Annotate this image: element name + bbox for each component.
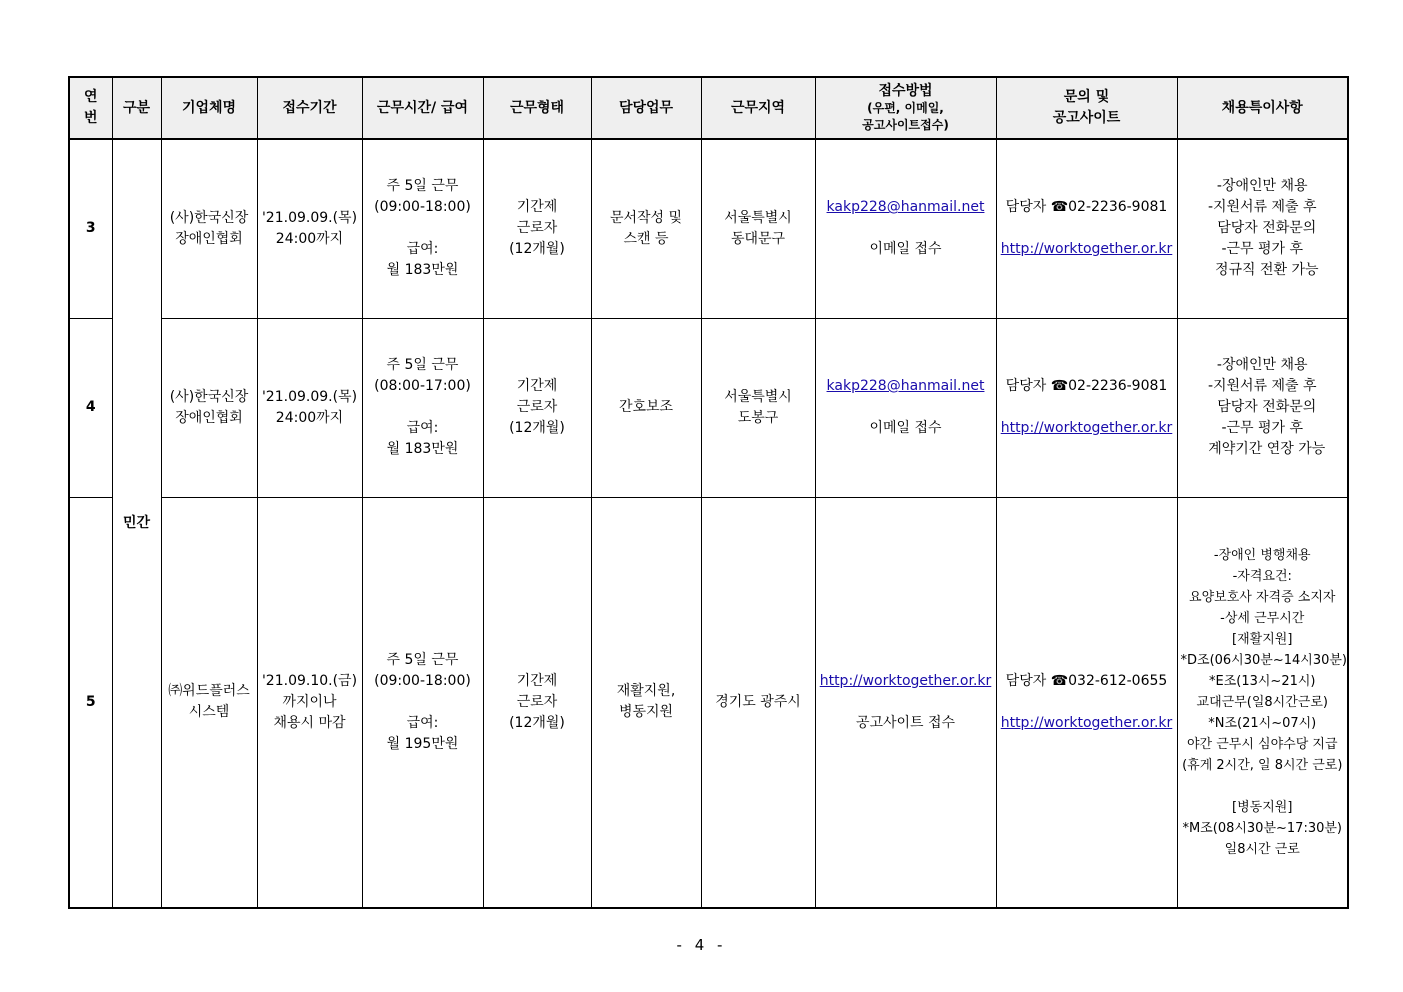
note-line: *M조(08시30분~17:30분) (1182, 820, 1343, 836)
note-line: *D조(06시30분~14시30분) (1180, 652, 1348, 668)
notes-cell (1177, 139, 1348, 318)
contact-text: 담당자 ☎02-2236-9081 (1005, 199, 1168, 216)
contact-text: 담당자 ☎02-2236-9081 (1005, 378, 1168, 394)
method-link[interactable]: kakp228@hanmail.net (826, 378, 985, 394)
duty-cell (591, 139, 701, 318)
period-line: '21.09.10.(금) (261, 672, 358, 689)
period-cell (257, 318, 362, 497)
duty-line: 간호보조 (618, 399, 674, 415)
contact-cell (996, 139, 1177, 318)
hours-line: 주 5일 근무 (386, 178, 459, 195)
header-hours-pay: 근무시간/ 급여 (362, 77, 483, 139)
contact-cell (996, 318, 1177, 497)
duty-line: 병동지원 (618, 704, 674, 721)
note-line: *N조(21시~07시) (1208, 715, 1317, 731)
period-line: 24:00까지 (275, 230, 344, 247)
header-no: 연 번 (69, 77, 112, 139)
note-line: -근무 평가 후 (1221, 241, 1304, 258)
pay-line: 월 195만원 (386, 735, 459, 752)
note-line: 교대근무(일8시간근로) (1196, 694, 1328, 710)
region-cell (701, 497, 815, 908)
region-cell (701, 139, 815, 318)
duty-cell (591, 318, 701, 497)
period-line: '21.09.09.(목) (261, 209, 358, 226)
header-duty: 담당업무 (591, 77, 701, 139)
method-link[interactable]: http://worktogether.or.kr (819, 672, 992, 689)
table-body (69, 139, 1348, 908)
work-type-line: (12개월) (509, 714, 565, 731)
header-notes: 채용특이사항 (1177, 77, 1348, 139)
note-line: -자격요건: (1232, 568, 1292, 584)
duty-line: 재활지원, (616, 683, 676, 700)
duty-line: 문서작성 및 (609, 209, 683, 226)
contact-cell (996, 497, 1177, 908)
note-line: 담당자 전화문의 (1217, 399, 1317, 415)
pay-line: 급여: (406, 714, 439, 731)
work-type-line: 근로자 (516, 399, 558, 415)
note-line: 정규직 전환 가능 (1214, 262, 1319, 279)
table-row (69, 139, 1348, 318)
method-text: 이메일 접수 (869, 420, 942, 436)
region-cell (701, 318, 815, 497)
period-line: '21.09.09.(목) (261, 388, 358, 405)
header-method (815, 77, 996, 139)
header-method-line: 접수방법 (878, 82, 933, 99)
method-text: 이메일 접수 (869, 241, 942, 258)
note-line: -장애인만 채용 (1216, 357, 1308, 373)
duty-line: 스캔 등 (623, 230, 669, 247)
note-line: 담당자 전화문의 (1217, 220, 1317, 237)
header-company: 기업체명 (161, 77, 257, 139)
note-line: 요양보호사 자격증 소지자 (1189, 589, 1336, 605)
note-line: 일8시간 근로 (1224, 841, 1300, 857)
row-number: 4 (69, 318, 112, 497)
header-region: 근무지역 (701, 77, 815, 139)
region-line: 동대문구 (730, 230, 786, 247)
page-number: - 4 - (676, 936, 727, 954)
method-cell (815, 497, 996, 908)
table-row (69, 497, 1348, 908)
pay-line: 월 183만원 (386, 262, 459, 279)
hours-pay-cell (362, 139, 483, 318)
work-type-cell (483, 318, 591, 497)
contact-link[interactable]: http://worktogether.or.kr (1000, 420, 1173, 436)
note-line: -장애인 병행채용 (1213, 547, 1311, 563)
company-line: (사)한국신장 (169, 388, 249, 405)
hours-line: (08:00-17:00) (374, 378, 471, 394)
work-type-line: 기간제 (516, 199, 558, 216)
category-cell (112, 139, 161, 908)
notes-cell (1177, 497, 1348, 908)
company-line: 장애인협회 (175, 230, 243, 247)
company-line: 장애인협회 (175, 409, 243, 426)
header-contact-line: 공고사이트 (1052, 110, 1121, 126)
contact-link[interactable]: http://worktogether.or.kr (1000, 714, 1173, 731)
row-number: 3 (69, 139, 112, 318)
company-cell (161, 318, 257, 497)
period-line: 채용시 마감 (273, 714, 346, 731)
header-row (69, 77, 1348, 139)
note-line: *E조(13시~21시) (1208, 673, 1316, 689)
note-line: [재활지원] (1232, 631, 1293, 647)
hours-line: (09:00-18:00) (374, 199, 471, 216)
row-number: 5 (69, 497, 112, 908)
work-type-cell (483, 139, 591, 318)
period-line: 24:00까지 (275, 409, 344, 426)
job-listing-table (68, 76, 1349, 909)
company-cell (161, 497, 257, 908)
header-contact (996, 77, 1177, 139)
category-label: 민간 (122, 515, 151, 531)
hours-line: (09:00-18:00) (374, 672, 471, 689)
hours-pay-cell (362, 318, 483, 497)
header-method-line: (우편, 이메일, (867, 100, 944, 115)
company-line: ㈜위드플러스 (168, 683, 250, 700)
company-cell (161, 139, 257, 318)
work-type-line: (12개월) (509, 420, 565, 436)
period-cell (257, 139, 362, 318)
pay-line: 급여: (406, 420, 439, 436)
work-type-line: (12개월) (509, 241, 565, 258)
work-type-line: 기간제 (516, 672, 558, 689)
table-row (69, 318, 1348, 497)
period-cell (257, 497, 362, 908)
contact-text: 담당자 ☎032-612-0655 (1005, 672, 1168, 689)
hours-line: 주 5일 근무 (386, 357, 459, 373)
work-type-line: 기간제 (516, 378, 558, 394)
header-method-line: 공고사이트접수) (862, 117, 949, 132)
pay-line: 급여: (406, 241, 439, 258)
region-line: 서울특별시 (724, 388, 792, 405)
contact-link[interactable]: http://worktogether.or.kr (1000, 241, 1173, 258)
note-line: 계약기간 연장 가능 (1208, 441, 1326, 457)
work-type-cell (483, 497, 591, 908)
method-cell (815, 318, 996, 497)
company-line: 시스템 (188, 704, 230, 721)
note-line: [병동지원] (1232, 799, 1293, 815)
note-line: -지원서류 제출 후 (1207, 378, 1317, 394)
header-category: 구분 (112, 77, 161, 139)
pay-line: 월 183만원 (386, 441, 459, 457)
region-line: 도봉구 (737, 409, 779, 426)
note-line: -지원서류 제출 후 (1207, 199, 1317, 216)
region-line: 경기도 광주시 (715, 693, 801, 710)
notes-cell (1177, 318, 1348, 497)
method-link[interactable]: kakp228@hanmail.net (826, 199, 985, 216)
note-line: (휴게 2시간, 일 8시간 근로) (1182, 757, 1343, 773)
note-spacer (1181, 776, 1345, 797)
note-line: -근무 평가 후 (1221, 420, 1304, 436)
header-period: 접수기간 (257, 77, 362, 139)
work-type-line: 근로자 (516, 220, 558, 237)
hours-pay-cell (362, 497, 483, 908)
note-line: -장애인만 채용 (1216, 178, 1308, 195)
method-cell (815, 139, 996, 318)
note-line: -상세 근무시간 (1220, 610, 1305, 626)
method-text: 공고사이트 접수 (855, 714, 956, 731)
note-line: 야간 근무시 심야수당 지급 (1186, 736, 1338, 752)
period-line: 까지이나 (282, 693, 337, 710)
duty-cell (591, 497, 701, 908)
company-line: (사)한국신장 (169, 209, 249, 226)
region-line: 서울특별시 (724, 209, 792, 226)
hours-line: 주 5일 근무 (386, 651, 459, 668)
header-contact-line: 문의 및 (1063, 89, 1110, 105)
work-type-line: 근로자 (516, 693, 558, 710)
header-work-type: 근무형태 (483, 77, 591, 139)
